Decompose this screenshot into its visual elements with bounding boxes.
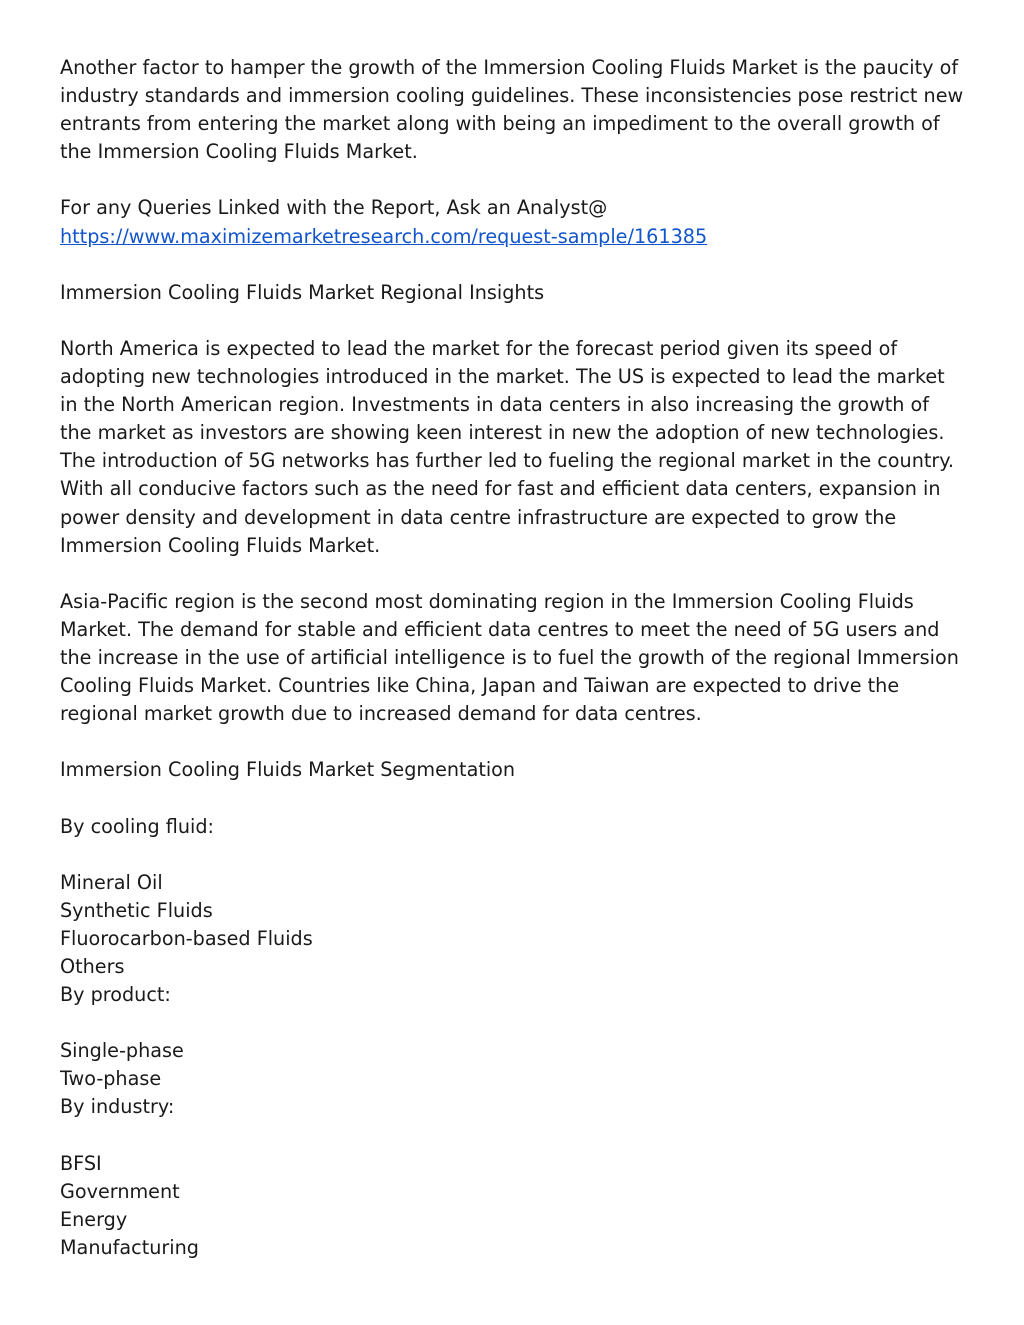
queries-label: For any Queries Linked with the Report, Ask an Analyst@ — [60, 196, 608, 220]
industry-label: By industry: — [60, 1095, 175, 1119]
request-sample-link[interactable]: https://www.maximizemarketresearch.com/request-sample/161385 — [60, 224, 708, 248]
list-item: Fluorocarbon-based Fluids — [60, 926, 313, 950]
document-page — [60, 54, 965, 1262]
list-item: Mineral Oil — [60, 870, 163, 894]
spacer — [60, 728, 965, 756]
list-item: Others — [60, 955, 125, 978]
product-label: By product: — [60, 983, 171, 1007]
list-item: Single-phase — [60, 1039, 184, 1063]
spacer — [60, 841, 965, 869]
spacer — [60, 784, 965, 812]
spacer — [60, 166, 965, 194]
list-item: Government — [60, 1179, 180, 1203]
spacer — [60, 1009, 965, 1037]
list-item: Synthetic Fluids — [60, 898, 213, 922]
list-item: Energy — [60, 1207, 128, 1231]
regional-heading: Immersion Cooling Fluids Market Regional Insights — [60, 280, 545, 304]
list-item: Manufacturing — [60, 1235, 199, 1259]
spacer — [60, 560, 965, 588]
intro-paragraph: Another factor to hamper the growth of the Immersion Cooling Fluids Market is the paucity of industry standards and immersion cooling guidelines. These inconsistencies pose restrict new entrants from entering the market along with being an impediment to the overall growth of the Immersion Cooling Fluids Market. — [60, 56, 964, 164]
spacer — [60, 251, 965, 279]
list-item: BFSI — [60, 1151, 102, 1175]
spacer — [60, 1122, 965, 1150]
north-america-paragraph: North America is expected to lead the market for the forecast period given its speed of adopting new technologies introduced in the market. The US is expected to lead the market in the North American region. Investments in data centers in also increasing the growth of the market as investors are showing keen interest in new the adoption of new technologies. The introduction of 5G networks has further led to fueling the regional market in the country. With all conducive factors such as the need for fast and efficient data centers, expansion in power density and development in data centre infrastructure are expected to grow the Immersion Cooling Fluids Market. — [60, 336, 954, 557]
asia-pacific-paragraph: Asia-Pacific region is the second most dominating region in the Immersion Cooling Fluids Market. The demand for stable and efficient data centres to meet the need of 5G users and the increase in the use of artificial intelligence is to fuel the growth of the regional Immersion Cooling Fluids Market. Countries like China, Japan and Taiwan are expected to drive the regional market growth due to increased demand for data centres. — [60, 589, 959, 726]
list-item: Two-phase — [60, 1067, 162, 1091]
cooling-fluid-label: By cooling fluid: — [60, 814, 214, 838]
spacer — [60, 307, 965, 335]
segmentation-heading: Immersion Cooling Fluids Market Segmentation — [60, 758, 516, 782]
